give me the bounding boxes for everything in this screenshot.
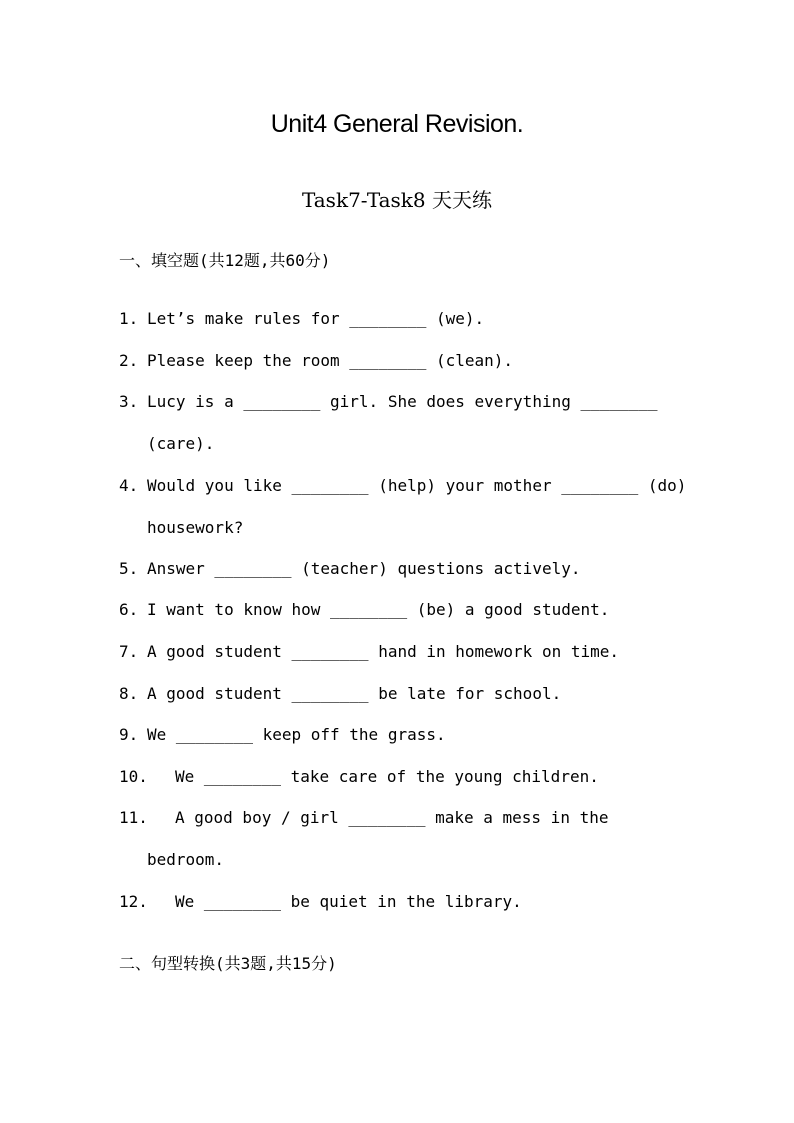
document-subtitle: Task7-Task8 天天练 xyxy=(301,188,493,212)
question-text: Lucy is a ________ girl. She does everything ________ xyxy=(147,392,658,411)
question-number: 11. xyxy=(119,808,148,827)
question-5 xyxy=(119,548,689,590)
question-11 xyxy=(119,797,689,881)
question-continuation: bedroom. xyxy=(147,850,225,869)
question-continuation: (care). xyxy=(147,434,215,453)
question-1 xyxy=(119,298,689,340)
question-number: 7. xyxy=(119,642,139,661)
question-10 xyxy=(119,756,689,798)
section-heading-fill-in: 一、填空题(共12题,共60分) xyxy=(119,251,331,270)
question-text: Please keep the room ________ (clean). xyxy=(147,351,514,370)
question-number: 5. xyxy=(119,559,139,578)
question-number: 6. xyxy=(119,600,139,619)
question-number: 12. xyxy=(119,892,148,911)
question-number: 8. xyxy=(119,684,139,703)
question-number: 2. xyxy=(119,351,139,370)
question-number: 9. xyxy=(119,725,139,744)
question-number: 1. xyxy=(119,309,139,328)
question-text: I want to know how ________ (be) a good student. xyxy=(147,600,610,619)
question-number: 10. xyxy=(119,767,148,786)
question-3 xyxy=(119,381,689,465)
question-text: Let’s make rules for ________ (we). xyxy=(147,309,485,328)
question-continuation: housework? xyxy=(147,518,244,537)
question-text: Would you like ________ (help) your mother ________ (do) xyxy=(147,476,687,495)
question-number: 4. xyxy=(119,476,139,495)
document-title: Unit4 General Revision. xyxy=(270,110,524,138)
question-4 xyxy=(119,465,689,549)
question-number: 3. xyxy=(119,392,139,411)
question-2 xyxy=(119,340,689,382)
question-text: Answer ________ (teacher) questions actively. xyxy=(147,559,581,578)
question-text: A good student ________ be late for school. xyxy=(147,684,562,703)
question-text: A good boy / girl ________ make a mess in the xyxy=(175,808,609,827)
question-text: We ________ keep off the grass. xyxy=(147,725,446,744)
question-text: We ________ take care of the young children. xyxy=(175,767,599,786)
question-text: We ________ be quiet in the library. xyxy=(175,892,522,911)
question-12 xyxy=(119,881,689,923)
question-9 xyxy=(119,714,689,756)
question-text: A good student ________ hand in homework on time. xyxy=(147,642,620,661)
question-8 xyxy=(119,673,689,715)
question-6 xyxy=(119,589,689,631)
section-heading-sentence-transform: 二、句型转换(共3题,共15分) xyxy=(119,954,337,973)
question-7 xyxy=(119,631,689,673)
